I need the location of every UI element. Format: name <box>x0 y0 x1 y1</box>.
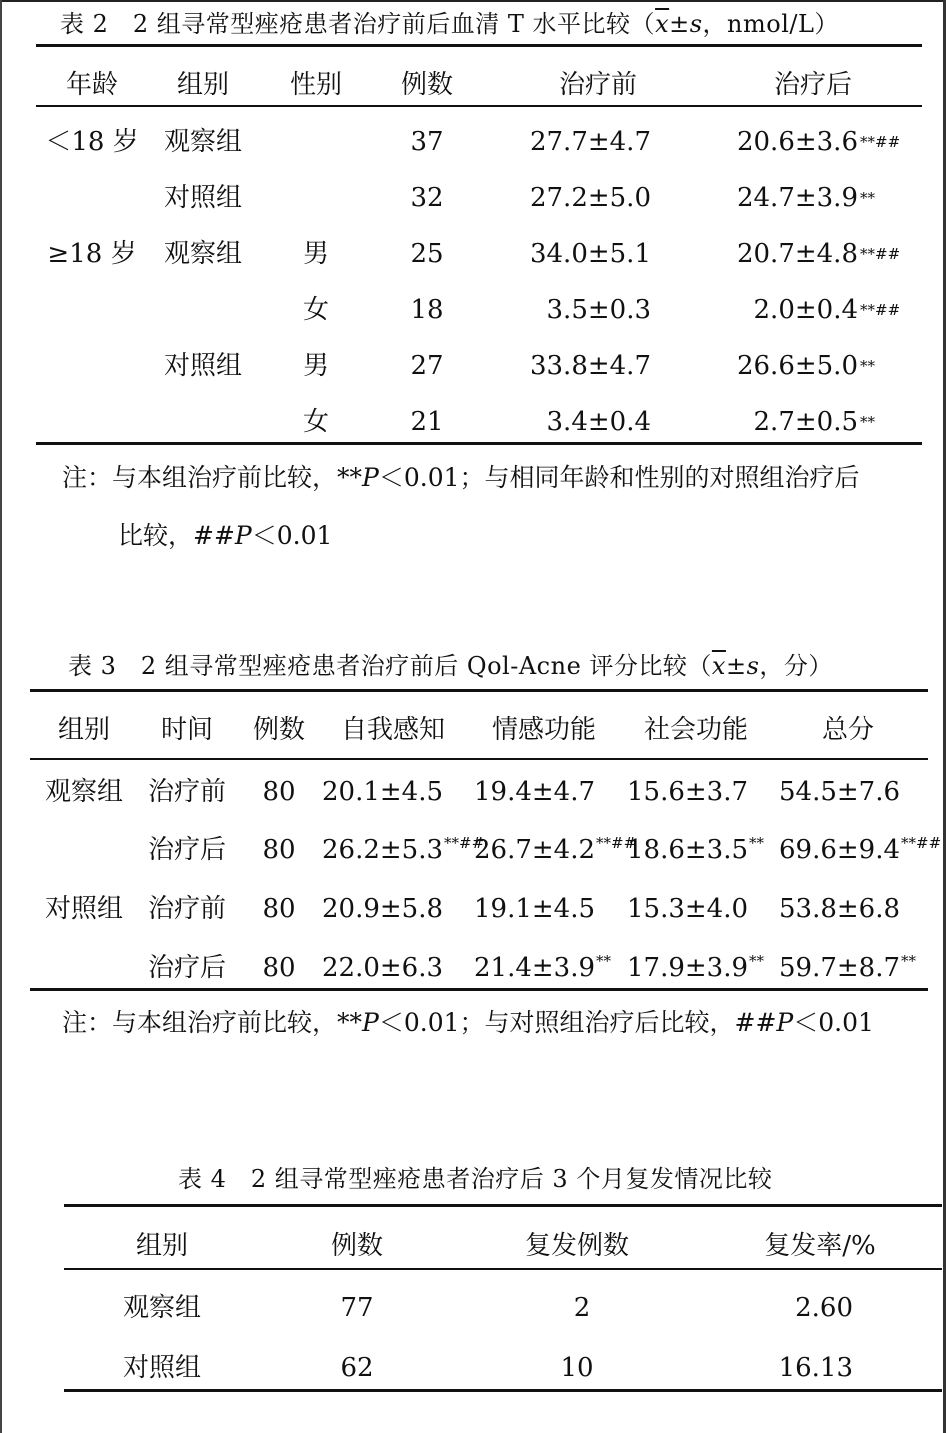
table3-caption-prefix: 表 3 2 组寻常型痤疮患者治疗前后 Qol-Acne 评分比较（ <box>68 652 712 680</box>
table2-count: 18 <box>410 295 444 325</box>
table2-group: 对照组 <box>163 351 243 381</box>
table2-after: 2.0±0.4 <box>753 295 858 325</box>
table3-self: 20.1±4.5 <box>322 777 444 807</box>
scan-edge-left <box>0 0 2 1433</box>
table3-total-value: 69.6±9.4 <box>779 835 901 865</box>
table3-group: 对照组 <box>44 894 124 924</box>
table3-social: 15.6±3.7 <box>627 777 749 807</box>
table2-after-mark: ** <box>860 413 875 431</box>
table3-count: 80 <box>262 835 296 865</box>
table3-emotion: 19.1±4.5 <box>474 894 596 924</box>
table2-count: 27 <box>410 351 444 381</box>
table4-bottom-rule <box>64 1389 942 1392</box>
table3-social-mark: ** <box>749 834 765 852</box>
table3-social-mark: ** <box>749 952 765 970</box>
table3-header-self: 自我感知 <box>340 715 446 745</box>
table4-count: 77 <box>340 1293 374 1323</box>
table2-caption-unit: ，nmol/L） <box>702 10 839 38</box>
table2-header-before: 治疗前 <box>558 70 638 100</box>
table2-header-age: 年龄 <box>65 70 119 100</box>
table2-sex: 女 <box>302 295 330 325</box>
table3-total-value: 59.7±8.7 <box>779 953 901 983</box>
table2-caption <box>60 4 839 39</box>
table3-group: 观察组 <box>44 777 124 807</box>
table3-caption-unit: ，分） <box>759 652 833 680</box>
table3-total <box>779 834 941 866</box>
table3-header-time: 时间 <box>160 715 214 745</box>
table2-group: 对照组 <box>163 183 243 213</box>
table2-sex: 男 <box>302 351 330 381</box>
table4-relapse: 10 <box>560 1353 594 1383</box>
table2-after-mark: **## <box>860 133 901 151</box>
table3-caption <box>68 646 833 681</box>
table3-note-p: P <box>362 1008 379 1037</box>
table2-bottom-rule <box>36 442 922 445</box>
table2-after-mark: ** <box>860 357 875 375</box>
table2-count: 32 <box>410 183 444 213</box>
table4-header-relapse: 复发例数 <box>524 1231 630 1261</box>
table3-note-text: 注：与本组治疗前比较，** <box>62 1008 363 1037</box>
scan-edge-top <box>0 0 946 2</box>
table3-emotion <box>474 834 636 866</box>
table3-count: 80 <box>262 953 296 983</box>
table4-rate: 16.13 <box>778 1353 853 1383</box>
table2-note-p: P <box>362 463 379 492</box>
table2-before: 34.0±5.1 <box>529 239 651 269</box>
table3-emotion-mark: **## <box>596 834 637 852</box>
table3-total: 53.8±6.8 <box>779 894 901 924</box>
table3-total <box>779 952 916 984</box>
table3-caption-mean: $\overline{x}$ <box>711 652 726 680</box>
table3-self: 20.9±5.8 <box>322 894 444 924</box>
table2-header-after: 治疗后 <box>773 70 853 100</box>
table2-after-mark: ** <box>860 189 875 207</box>
table2-after: 20.7±4.8 <box>736 239 858 269</box>
table2-note-text: ＜0.01；与相同年龄和性别的对照组治疗后 <box>378 463 860 492</box>
table4-group: 对照组 <box>122 1353 202 1383</box>
table3-count: 80 <box>262 894 296 924</box>
table2-header-sex: 性别 <box>289 70 343 100</box>
table2-after-mark: **## <box>860 301 901 319</box>
table3-note-p: P <box>776 1008 794 1037</box>
table2-group: 观察组 <box>163 239 243 269</box>
table3-emotion-value: 26.7±4.2 <box>474 835 596 865</box>
table3-note-text: ＜0.01；与对照组治疗后比较，## <box>378 1008 777 1037</box>
table3-self-mark: **## <box>444 834 485 852</box>
table2-caption-sd: s <box>689 10 703 38</box>
table3-note <box>62 1007 874 1039</box>
table3-bottom-rule <box>30 988 928 991</box>
table2-after: 2.7±0.5 <box>753 407 858 437</box>
table3-social-value: 18.6±3.5 <box>627 835 749 865</box>
table2-sex: 男 <box>302 239 330 269</box>
table3-caption-pm: ± <box>725 652 747 680</box>
table3-emotion-value: 21.4±3.9 <box>474 953 596 983</box>
table3-social <box>627 834 764 866</box>
table3-time: 治疗后 <box>147 835 227 865</box>
table3-self <box>322 834 484 866</box>
table3-time: 治疗前 <box>147 777 227 807</box>
table4-header-count: 例数 <box>330 1231 384 1261</box>
table2-before: 3.4±0.4 <box>546 407 651 437</box>
table3-emotion: 19.4±4.7 <box>474 777 596 807</box>
table2-note-line1 <box>62 462 860 494</box>
table3-total-mark: ** <box>901 952 917 970</box>
table3-note-text: ＜0.01 <box>793 1008 874 1037</box>
table2-caption-prefix: 表 2 2 组寻常型痤疮患者治疗前后血清 T 水平比较（ <box>60 10 656 38</box>
table3-self-value: 26.2±5.3 <box>322 835 444 865</box>
table2-top-rule <box>36 44 922 47</box>
table3-header-total: 总分 <box>821 715 875 745</box>
table3-top-rule <box>30 689 928 692</box>
table2-sex: 女 <box>302 407 330 437</box>
table4-rate: 2.60 <box>795 1293 853 1323</box>
table3-header-group: 组别 <box>57 715 111 745</box>
table3-social-value: 17.9±3.9 <box>627 953 749 983</box>
table2-count: 25 <box>410 239 444 269</box>
table2-before: 33.8±4.7 <box>529 351 651 381</box>
table2-note-line2 <box>118 520 332 552</box>
table3-total-mark: **## <box>901 834 942 852</box>
table4-count: 62 <box>340 1353 374 1383</box>
table3-social: 15.3±4.0 <box>627 894 749 924</box>
table4-caption: 表 4 2 组寻常型痤疮患者治疗后 3 个月复发情况比较 <box>178 1165 773 1193</box>
table2-before: 3.5±0.3 <box>546 295 651 325</box>
table3-emotion-mark: ** <box>596 952 612 970</box>
table4-top-rule <box>64 1204 942 1207</box>
table2-age: ＜18 岁 <box>45 127 139 157</box>
table4-relapse: 2 <box>573 1293 591 1323</box>
table2-count: 37 <box>410 127 444 157</box>
table4-group: 观察组 <box>122 1293 202 1323</box>
table3-header-count: 例数 <box>252 715 306 745</box>
table4-header-rule <box>64 1268 942 1270</box>
table2-age: ≥18 岁 <box>47 239 137 269</box>
table2-header-group: 组别 <box>176 70 230 100</box>
table3-emotion <box>474 952 611 984</box>
table2-note-text: ＜0.01 <box>251 521 333 550</box>
table2-before: 27.7±4.7 <box>529 127 651 157</box>
table3-social <box>627 952 764 984</box>
table2-before: 27.2±5.0 <box>529 183 651 213</box>
table3-total: 54.5±7.6 <box>779 777 901 807</box>
table2-header-rule <box>36 105 922 107</box>
table2-after-mark: **## <box>860 245 901 263</box>
table2-note-p: P <box>234 521 252 550</box>
table2-note-text: 比较，## <box>118 521 235 550</box>
table2-group: 观察组 <box>163 127 243 157</box>
table2-after: 26.6±5.0 <box>736 351 858 381</box>
table3-header-rule <box>30 758 928 760</box>
table2-after: 24.7±3.9 <box>736 183 858 213</box>
table3-time: 治疗前 <box>147 894 227 924</box>
table2-after: 20.6±3.6 <box>736 127 858 157</box>
table2-header-count: 例数 <box>400 70 454 100</box>
table2-count: 21 <box>410 407 444 437</box>
table2-note-text: 注：与本组治疗前比较，** <box>62 463 363 492</box>
table3-self: 22.0±6.3 <box>322 953 444 983</box>
table3-caption-sd: s <box>746 652 760 680</box>
table3-header-social: 社会功能 <box>643 715 749 745</box>
table3-header-emotion: 情感功能 <box>491 715 597 745</box>
table3-count: 80 <box>262 777 296 807</box>
table3-time: 治疗后 <box>147 953 227 983</box>
table4-header-rate: 复发率/% <box>764 1231 876 1261</box>
table4-header-group: 组别 <box>135 1231 189 1261</box>
table2-caption-pm: ± <box>669 10 690 38</box>
table2-caption-mean: $\overline{x}$ <box>655 10 670 38</box>
